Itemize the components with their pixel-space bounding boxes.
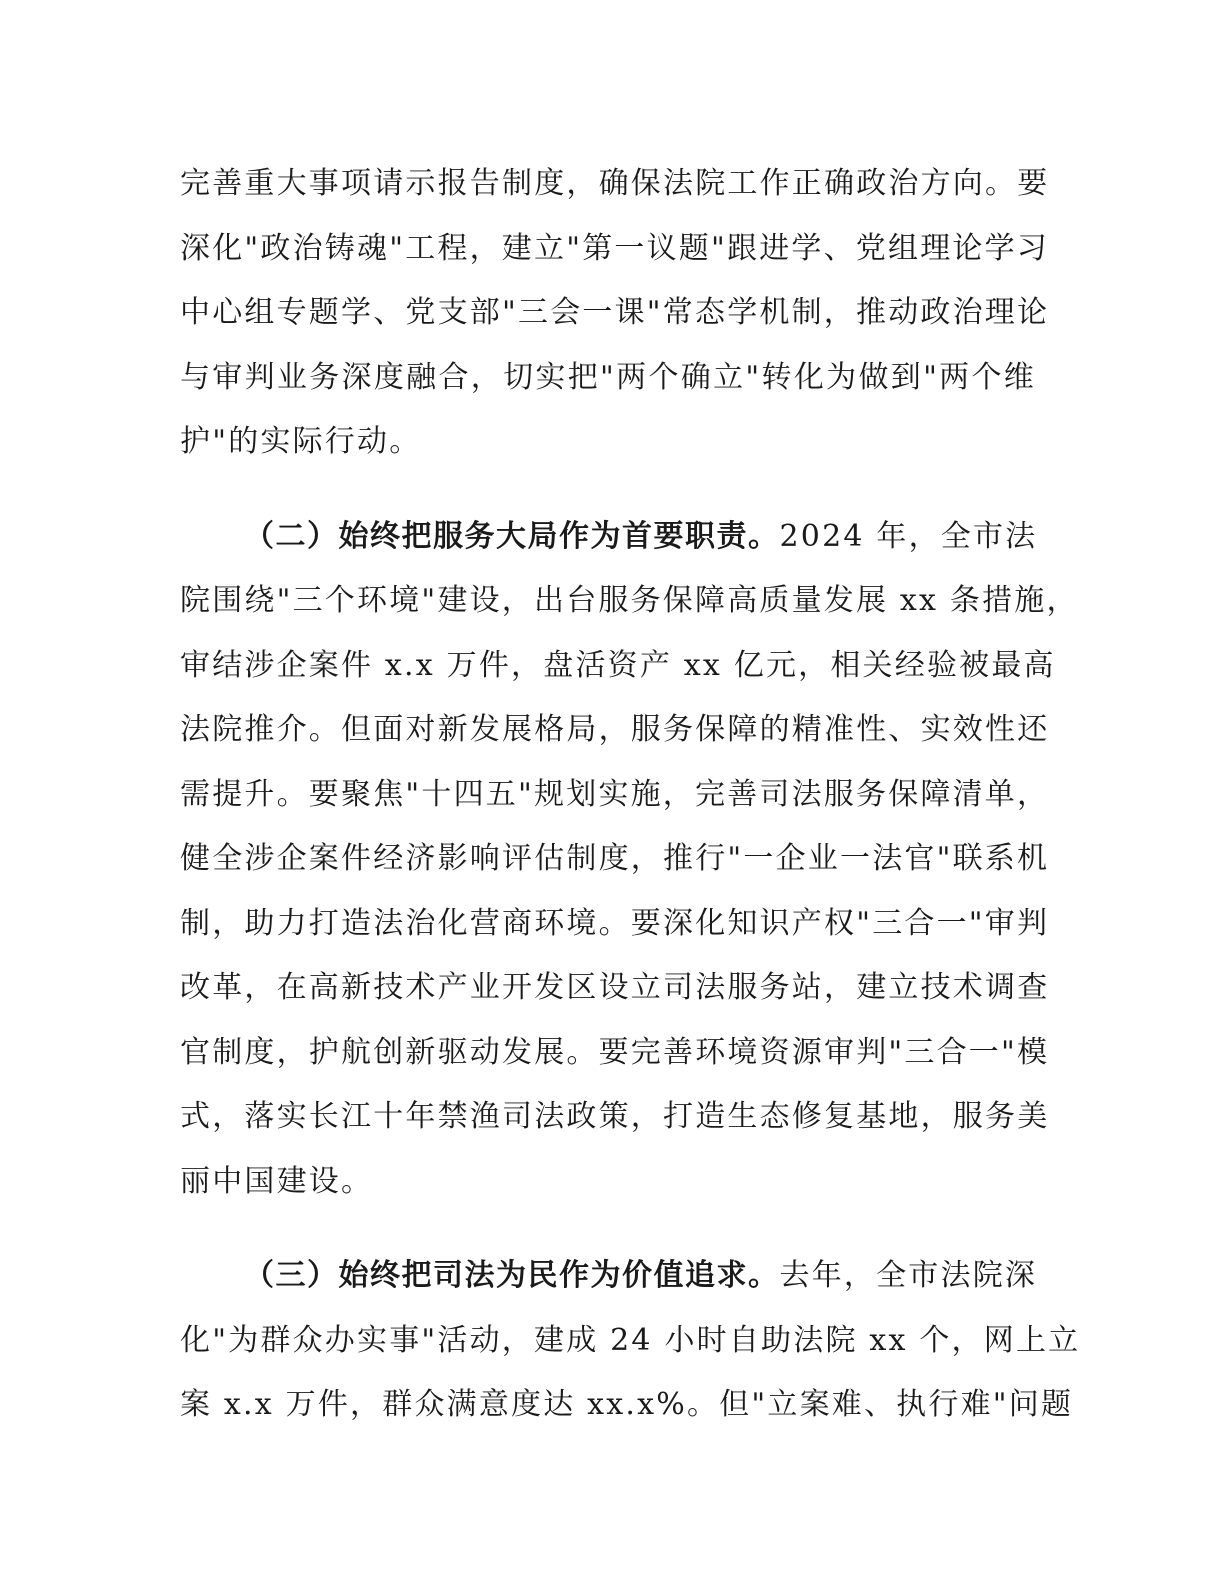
text-line: 中心组专题学、党支部"三会一课"常态学机制，推动政治理论	[180, 295, 1050, 330]
first-line	[180, 1244, 1036, 1309]
text-line: 制，助力打造法治化营商环境。要深化知识产权"三合一"审判	[180, 905, 1050, 941]
paragraph-justice-for-people	[180, 1244, 1081, 1438]
text-line: 案 x.x 万件，群众满意度达 xx.x%。但"立案难、执行难"问题	[180, 1387, 1074, 1422]
text-line: 院围绕"三个环境"建设，出台服务保障高质量发展 xx 条措施，	[180, 583, 1079, 618]
text-line: 护"的实际行动。	[180, 424, 422, 459]
text-line: 化"为群众办实事"活动，建成 24 小时自助法院 xx 个，网上立	[180, 1322, 1081, 1358]
document-body	[180, 152, 1081, 1468]
text-fragment: 2024 年，全市法	[779, 518, 1038, 554]
text-line: 完善重大事项请示报告制度，确保法院工作正确政治方向。要	[180, 166, 1050, 201]
text-line: 法院推介。但面对新发展格局，服务保障的精准性、实效性还	[180, 712, 1050, 747]
section-heading: （三）始终把司法为民作为价值追求。	[244, 1258, 780, 1293]
first-line	[180, 505, 1036, 570]
text-line: 需提升。要聚焦"十四五"规划实施，完善司法服务保障清单，	[180, 776, 1050, 812]
paragraph-political-direction	[180, 152, 1050, 475]
text-line: 深化"政治铸魂"工程，建立"第一议题"跟进学、党组理论学习	[180, 230, 1049, 266]
section-heading: （二）始终把服务大局作为首要职责。	[244, 518, 780, 554]
text-line: 审结涉企案件 x.x 万件，盘活资产 xx 亿元，相关经验被最高	[180, 647, 1056, 683]
text-line: 改革，在高新技术产业开发区设立司法服务站，建立技术调查	[180, 970, 1050, 1005]
text-line: 与审判业务深度融合，切实把"两个确立"转化为做到"两个维	[180, 359, 1036, 395]
text-line: 官制度，护航创新驱动发展。要完善环境资源审判"三合一"模	[180, 1034, 1050, 1070]
text-line: 健全涉企案件经济影响评估制度，推行"一企业一法官"联系机	[180, 841, 1050, 876]
paragraph-serve-overall	[180, 505, 1079, 1215]
text-line: 丽中国建设。	[180, 1163, 374, 1199]
text-line: 式，落实长江十年禁渔司法政策，打造生态修复基地，服务美	[180, 1099, 1050, 1134]
text-fragment: 去年，全市法院深	[779, 1258, 1038, 1293]
